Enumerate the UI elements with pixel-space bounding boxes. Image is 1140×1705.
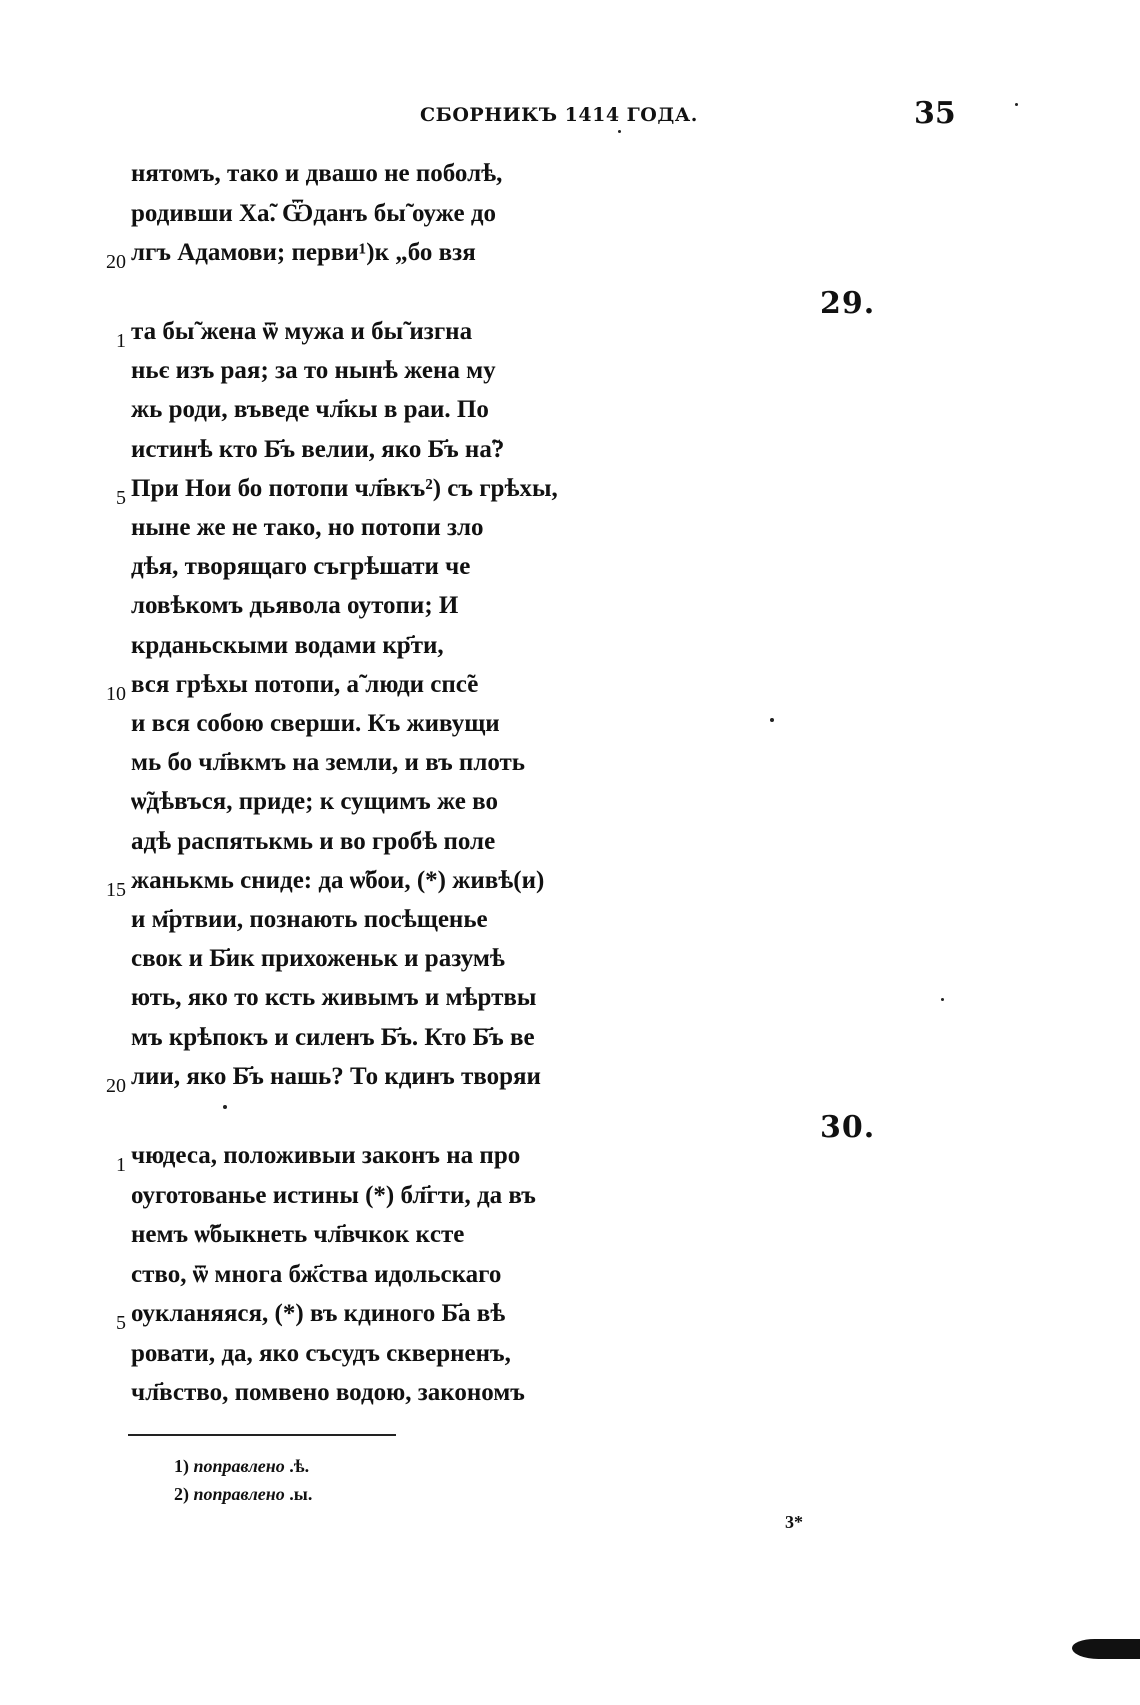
footnote-value: .ѣ. xyxy=(289,1456,310,1476)
line-text: адѣ распятькмь и во гробѣ поле xyxy=(131,827,496,855)
line-text: жь роди, въведе чл҃кы в раи. По xyxy=(131,396,489,424)
line-number: 5 xyxy=(116,486,126,509)
text-line xyxy=(0,1024,1140,1064)
text-line xyxy=(0,788,1140,828)
line-text: ньє изъ рая; за то нынѣ жена му xyxy=(131,357,496,385)
line-text: лии, яко Б҃ъ нашь? То кдинъ творяи xyxy=(131,1062,541,1090)
line-text: оукланяяся, (*) въ кдиного Б҃а вѣ xyxy=(131,1300,506,1327)
line-text: мь бо чл҃вкмъ на земли, и въ плоть xyxy=(131,749,526,777)
text-line xyxy=(0,1379,1140,1419)
line-text: ство, ѿ многа бж҃ства идольскаго xyxy=(131,1260,502,1288)
line-number: 5 xyxy=(116,1312,126,1334)
line-text: При Нои бо потопи чл҃вкъ²) съ грѣхы, xyxy=(131,474,558,502)
text-line xyxy=(0,1261,1140,1301)
scan-speck xyxy=(618,130,621,133)
line-text: истинѣ кто Б҃ъ велии, яко Б҃ъ на̃? xyxy=(131,435,505,463)
line-text: родивши Ха̃. Ѿданъ бы̃ оуже до xyxy=(131,199,496,227)
line-text: и м҃ртвии, познають посѣщенье xyxy=(131,906,488,933)
line-number: 20 xyxy=(106,251,126,273)
text-line xyxy=(0,475,1140,515)
text-line xyxy=(0,749,1140,789)
scan-edge-blot xyxy=(1072,1639,1140,1659)
line-text: ловѣкомъ дьявола оутопи; И xyxy=(131,592,459,620)
running-header xyxy=(0,96,1140,136)
line-text: чюдеса, положивыи законъ на про xyxy=(131,1142,521,1169)
text-line xyxy=(0,396,1140,436)
text-line xyxy=(0,318,1140,358)
text-line xyxy=(0,1142,1140,1182)
scan-speck xyxy=(223,1105,227,1109)
line-text: немъ ѡ̃быкнеть чл҃вчкок кcте xyxy=(131,1221,465,1248)
line-text: нятомъ, тако и двашо не поболѣ, xyxy=(131,160,503,187)
footnote-number: 2) xyxy=(174,1484,189,1504)
line-text: и вся собою сверши. Къ живущи xyxy=(131,710,500,737)
scan-speck xyxy=(770,718,774,722)
footnote-word: поправлено xyxy=(193,1484,285,1504)
text-line xyxy=(0,671,1140,711)
text-line xyxy=(0,710,1140,750)
line-text: оуготованье истины (*) бл҃гти, да въ xyxy=(131,1181,536,1209)
text-line xyxy=(0,239,1140,279)
line-text: та бы̃ жена ѿ мужа и бы̃ изгна xyxy=(131,318,473,345)
line-text: жанькмь сниде: да ѡ̃бои, (*) живѣ(и) xyxy=(131,866,545,894)
text-line xyxy=(0,632,1140,672)
running-title: СБОРНИКЪ 1414 ГОДА. xyxy=(420,104,698,126)
footnote-word: поправлено xyxy=(193,1456,285,1476)
line-text: ровати, да, яко съсудъ скверненъ, xyxy=(131,1339,511,1367)
line-text: мъ крѣпокъ и силенъ Б҃ъ. Кто Б҃ъ ве xyxy=(131,1023,535,1051)
line-text: крданьскыми водами кр҃ти, xyxy=(131,631,444,659)
line-text: вся грѣхы потопи, а̃ люди спс̃е xyxy=(131,670,479,698)
line-text: дѣя, творящаго съгрѣшати че xyxy=(131,553,471,581)
text-line xyxy=(0,1063,1140,1103)
text-line xyxy=(0,1340,1140,1380)
text-line xyxy=(0,945,1140,985)
line-text: лгъ Адамови; перви¹)к „бо взя xyxy=(131,239,476,266)
text-line xyxy=(0,200,1140,240)
text-line xyxy=(0,1300,1140,1340)
line-text: чл҃вство, помвено водою, закономъ xyxy=(131,1379,525,1406)
line-number: 1 xyxy=(116,1154,126,1176)
text-line xyxy=(0,357,1140,397)
line-number: 10 xyxy=(106,682,126,705)
line-text: ныне же не тако, но потопи зло xyxy=(131,514,484,541)
text-line xyxy=(0,1221,1140,1261)
text-line xyxy=(0,553,1140,593)
scan-speck xyxy=(1015,103,1018,106)
line-text: ѡ̃дѣвъся, приде; к сущимъ же во xyxy=(131,788,498,816)
footnote-rule xyxy=(128,1434,396,1436)
line-number: 1 xyxy=(116,330,126,352)
section-number-29: 29. xyxy=(820,286,876,321)
page-number: 35 xyxy=(914,96,956,131)
signature-mark: 3* xyxy=(785,1512,803,1532)
footnote-1 xyxy=(174,1456,309,1477)
line-text: ють, яко то ксть живымъ и мѣртвы xyxy=(131,984,537,1012)
text-line xyxy=(0,984,1140,1024)
text-line xyxy=(0,867,1140,907)
text-line xyxy=(0,514,1140,554)
footnote-number: 1) xyxy=(174,1456,189,1476)
section-number-30: 30. xyxy=(820,1110,876,1145)
scan-speck xyxy=(941,998,944,1001)
text-line xyxy=(0,828,1140,868)
line-text: свок и Б҃ик прихоженьк и разумѣ xyxy=(131,945,505,973)
text-line xyxy=(0,436,1140,476)
line-number: 20 xyxy=(106,1074,126,1097)
text-line xyxy=(0,1182,1140,1222)
footnote-2 xyxy=(174,1484,312,1505)
text-line xyxy=(0,906,1140,946)
text-line xyxy=(0,592,1140,632)
footnote-value: .ы. xyxy=(289,1484,313,1504)
text-line xyxy=(0,160,1140,200)
line-number: 15 xyxy=(106,878,126,901)
